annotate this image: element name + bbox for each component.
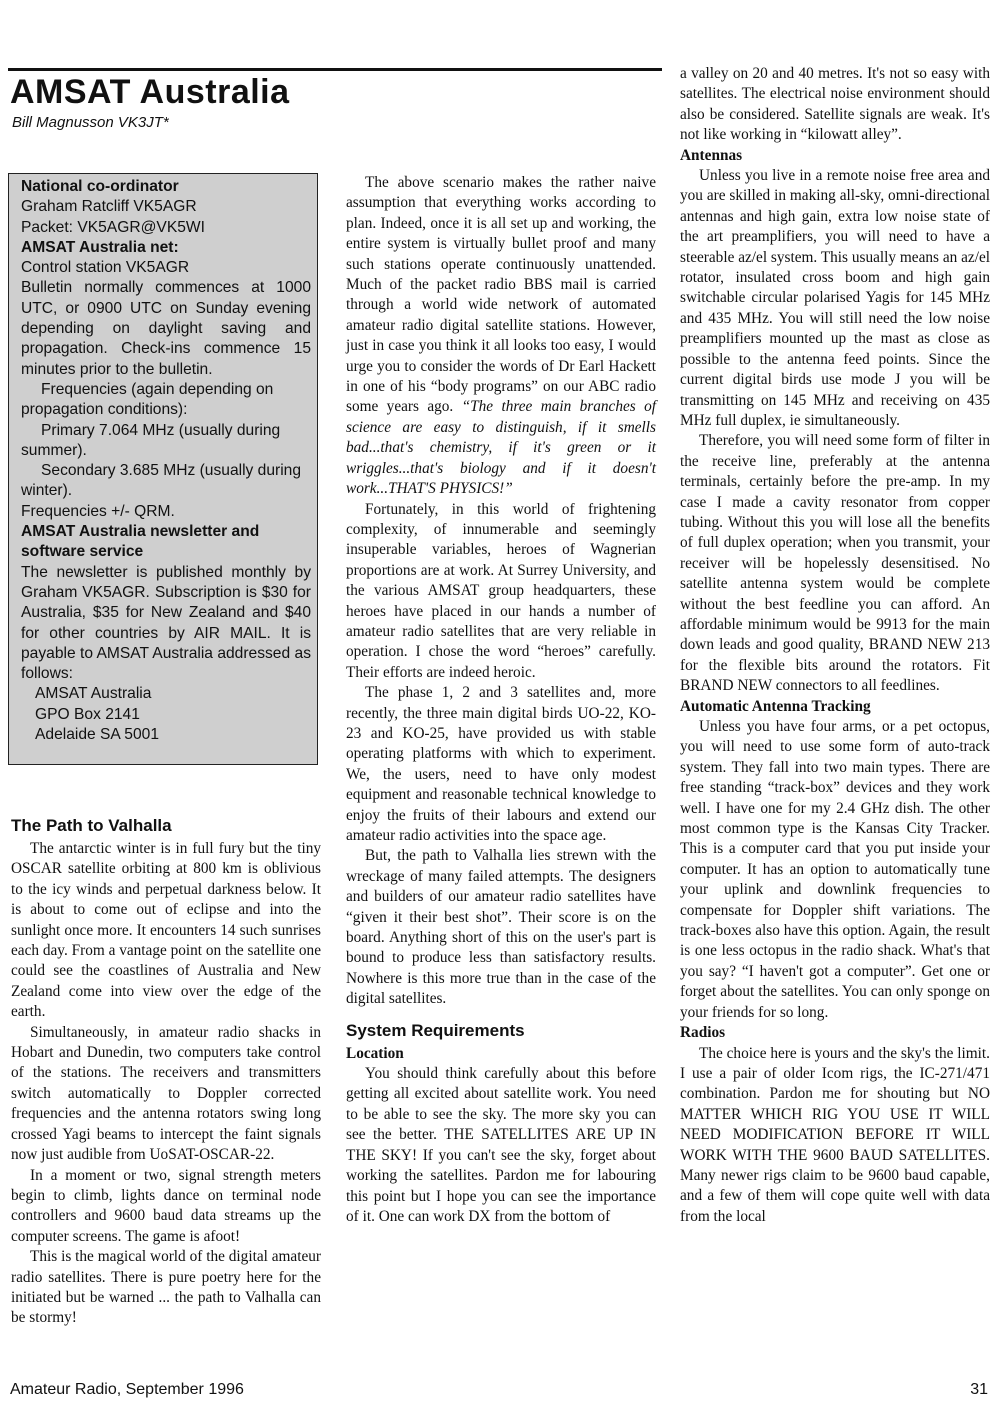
info-secondary-frequency: Secondary 3.685 MHz (usually during winter).: [21, 462, 302, 500]
paragraph: In a moment or two, signal strength meters begin to climb, lights dance on terminal node controllers and 9600 baud data streams up the computer screens. The game is afoot!: [11, 1166, 321, 1245]
paragraph: But, the path to Valhalla lies strewn with the wreckage of many failed attempts. The designers and builders of our amateur radio satellites have “given it their best shot”. Their score is on the board. Anything short of this on the user's part is bound to produce less than satisfactory results. Nowhere is this more true than in the case of the digital satellites.: [346, 847, 656, 1008]
column-left: [11, 815, 321, 1329]
paragraph: Unless you live in a remote noise free area and you are skilled in making all-sky, omni-directional antennas and high gain, extra low noise state of the art preamplifiers, you will need to have a steerable az/el system. This usually means an az/el rotator, insulated cross boom and high gain switchable circular polarised Yagis for 145 MHz and 435 MHz. You will still need the low noise preamplifiers mounted up the mast as close as possible to the antenna feed points. Since the current digital birds use mode J you will be transmitting on 145 MHz and receiving on 435 MHz full duplex, ie simultaneously.: [680, 167, 990, 429]
footer-publication: Amateur Radio, September 1996: [10, 1381, 244, 1398]
info-coordinator-heading: National co-ordinator: [21, 178, 179, 195]
hackett-quote: “The three main branches of science are easy to distinguish, if it smells bad...that's chemistry, if it's green or it wriggles...that's biology and if it doesn't work...THAT'S PHYSICS!”: [346, 398, 657, 498]
section-heading-valhalla: The Path to Valhalla: [11, 816, 172, 835]
page-title: AMSAT Australia: [10, 73, 290, 111]
info-coordinator-name: Graham Ratcliff VK5AGR: [21, 198, 197, 216]
title-rule: [8, 68, 662, 71]
paragraph: You should think carefully about this before getting all excited about satellite work. You need to be able to see the sky. The more sky you can see the better. THE SATELLITES ARE UP IN THE SKY! If you can't see the sky, forget about working the satellites. Pardon me for labouring this point but I hope you can see the importance of it. One can work DX from the bottom of: [346, 1065, 656, 1225]
info-qrm: Frequencies +/- QRM.: [21, 502, 175, 520]
subheading-radios: Radios: [680, 1024, 726, 1042]
subheading-location: Location: [346, 1044, 404, 1062]
author-byline: Bill Magnusson VK3JT*: [12, 114, 169, 131]
info-address-line-2: GPO Box 2141: [35, 705, 140, 723]
column-right: [680, 64, 990, 1227]
info-packet-address: Packet: VK5AGR@VK5WI: [21, 218, 205, 236]
subheading-auto-tracking: Automatic Antenna Tracking: [680, 697, 871, 715]
info-newsletter-heading: AMSAT Australia newsletter and software service: [21, 523, 260, 561]
info-address-line-3: Adelaide SA 5001: [35, 726, 159, 744]
paragraph: The choice here is yours and the sky's the limit. I use a pair of older Icom rigs, the IC-271/471 combination. Pardon me for shouting but NO MATTER WHICH RIG YOU USE IT WILL NEED MODIFICATION BEFORE IT WILL WORK WITH THE 9600 BAUD SATELLITES. Many newer rigs claim to be 9600 baud capable, and a few of them will cope quite well with data from the local: [680, 1044, 990, 1225]
paragraph-text: The above scenario makes the rather naive assumption that everything works according to plan. Indeed, once it is all set up and working, the entire system is virtually bullet proof and many such stations operate continuously unattended. Much of the packet radio BBS mail is carried through a world wide network of automated amateur radio digital satellite stations. However, just in case you think it all looks too easy, I would urge you to consider the words of Dr Earl Hackett in one of his “body programs” on our ABC radio some years ago.: [346, 174, 656, 416]
info-net-heading: AMSAT Australia net:: [21, 238, 179, 256]
info-control-station: Control station VK5AGR: [21, 259, 190, 277]
paragraph: [346, 173, 656, 500]
info-bulletin-text: Bulletin normally commences at 1000 UTC, or 0900 UTC on Sunday evening depending on daylight saving and propagation. Check-ins commence 15 minutes prior to the bulletin.: [21, 279, 311, 378]
paragraph: Fortunately, in this world of frightening complexity, of innumerable and seemingly insuperable variables, heroes of Wagnerian proportions are at work. At Surrey University, and the various AMSAT group headquarters, these heroes have placed in our hands a number of amateur radio satellites that are very reliable in operation. I chose the word “heroes” carefully. Their efforts are indeed heroic.: [346, 500, 656, 681]
paragraph: Unless you have four arms, or a pet octopus, you will need to use some form of auto-track system. They fall into two main types. There are free standing “track-box” devices and they work well. I have one for my 2.4 GHz dish. The other most common type is the Kansas City Tracker. This is a computer card that you put inside your computer. It has an option to automatically tune your uplink and downlink frequencies to compensate for Doppler shift variations. The track-boxes also have this option. Again, the result is one less octopus in the radio shack. What's that you say? “I haven't got a computer”. Get one or forget about the satellites. You can only sponge on your friends for so long.: [680, 718, 990, 1021]
subheading-antennas: Antennas: [680, 146, 743, 164]
info-frequencies-intro: Frequencies (again depending on propagation conditions):: [21, 380, 274, 419]
column-middle: [346, 173, 656, 1227]
paragraph: The antarctic winter is in full fury but the tiny OSCAR satellite orbiting at 800 km is oblivious to the icy winds and perpetual darkness below. It is about to come out of eclipse and into the sunlight once more. It encounters 14 such sunrises each day. From a vantage point on the satellite one could see the coastlines of Australia and New Zealand come into view over the edge of the earth.: [11, 840, 321, 1021]
info-newsletter-text: The newsletter is published monthly by Graham VK5AGR. Subscription is $30 for Australia, $35 for New Zealand and $40 for other countries by AIR MAIL. It is payable to AMSAT Australia addressed as follows:: [21, 563, 311, 683]
paragraph: a valley on 20 and 40 metres. It's not so easy with satellites. The electrical noise environment should also be considered. Satellite signals are weak. It's not like working in “kilowatt alley”.: [680, 65, 990, 144]
info-address-line-1: AMSAT Australia: [35, 685, 152, 703]
info-box: [8, 173, 318, 765]
paragraph: The phase 1, 2 and 3 satellites and, more recently, the three main digital birds UO-22, KO-23 and KO-25, have provided us with stable operating platforms with which to experiment. We, the users, need to have only modest equipment and reasonable technical knowledge to enjoy the fruits of their labours and extend our amateur radio activities into the space age.: [346, 684, 656, 844]
section-heading-system-requirements: System Requirements: [346, 1020, 525, 1040]
page-number: 31: [970, 1381, 988, 1398]
paragraph: Simultaneously, in amateur radio shacks in Hobart and Dunedin, two computers take control of the stations. The receivers and transmitters switch automatically to Doppler corrected frequencies and the antenna rotators swing long crossed Yagi beams to intercept the faint signals now just audible from UoSAT-OSCAR-22.: [11, 1023, 321, 1164]
paragraph: Therefore, you will need some form of filter in the receive line, preferably at the antenna terminals, certainly before the pre-amp. In my case I made a cavity resonator from copper tubing. Without this you will lose all the benefits of full duplex operation; when you transmit, your receiver will be hopelessly desensitised. No satellite antenna system would be complete without the best feedline you can afford. An affordable minimum would be 9913 for the main down leads and good quality, BRAND NEW 213 for the flexible bits around the rotators. Fit BRAND NEW connectors to all feedlines.: [680, 432, 990, 695]
paragraph: This is the magical world of the digital amateur radio satellites. There is pure poetry here for the initiated but be warned ... the path to Valhalla can be stormy!: [11, 1248, 321, 1327]
info-primary-frequency: Primary 7.064 MHz (usually during summer).: [21, 421, 281, 459]
